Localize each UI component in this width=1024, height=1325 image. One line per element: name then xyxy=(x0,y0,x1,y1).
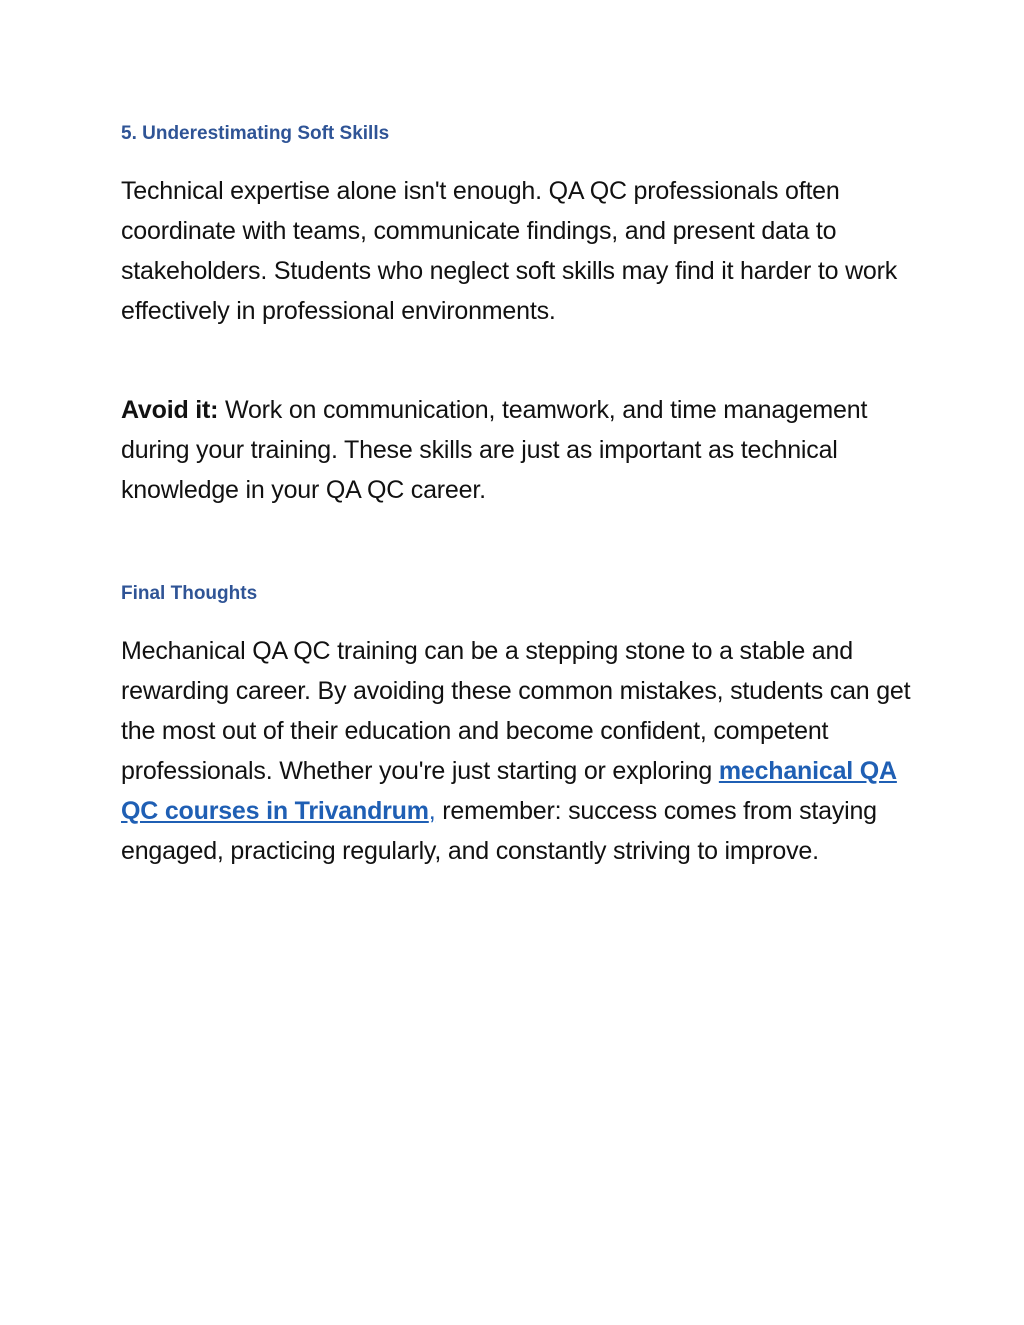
avoid-it-label: Avoid it: xyxy=(121,396,219,424)
paragraph-final-thoughts xyxy=(121,631,911,871)
heading-underestimating-soft-skills: 5. Underestimating Soft Skills xyxy=(121,123,390,144)
avoid-it-text: Work on communication, teamwork, and time management during your training. These skills are just as important as technical knowledge in your QA QC career. xyxy=(121,396,868,504)
courses-link[interactable]: mechanical QA QC courses in Trivandrum xyxy=(121,757,897,825)
heading-final-thoughts: Final Thoughts xyxy=(121,583,258,604)
paragraph-avoid-it xyxy=(121,390,911,510)
paragraph-soft-skills: Technical expertise alone isn't enough. QA QC professionals often coordinate with teams, communicate findings, and present data to stakeholders. Students who neglect soft skills may find it harder to work effectively in professional environments. xyxy=(121,177,898,325)
final-text-after-link: remember: success comes from staying engaged, practicing regularly, and constantly striving to improve. xyxy=(121,797,877,865)
link-comma: , xyxy=(428,797,436,825)
final-text-before-link: Mechanical QA QC training can be a stepping stone to a stable and rewarding career. By avoiding these common mistakes, students can get the most out of their education and become confident, competent professionals. Whether you're just starting or exploring xyxy=(121,637,911,785)
